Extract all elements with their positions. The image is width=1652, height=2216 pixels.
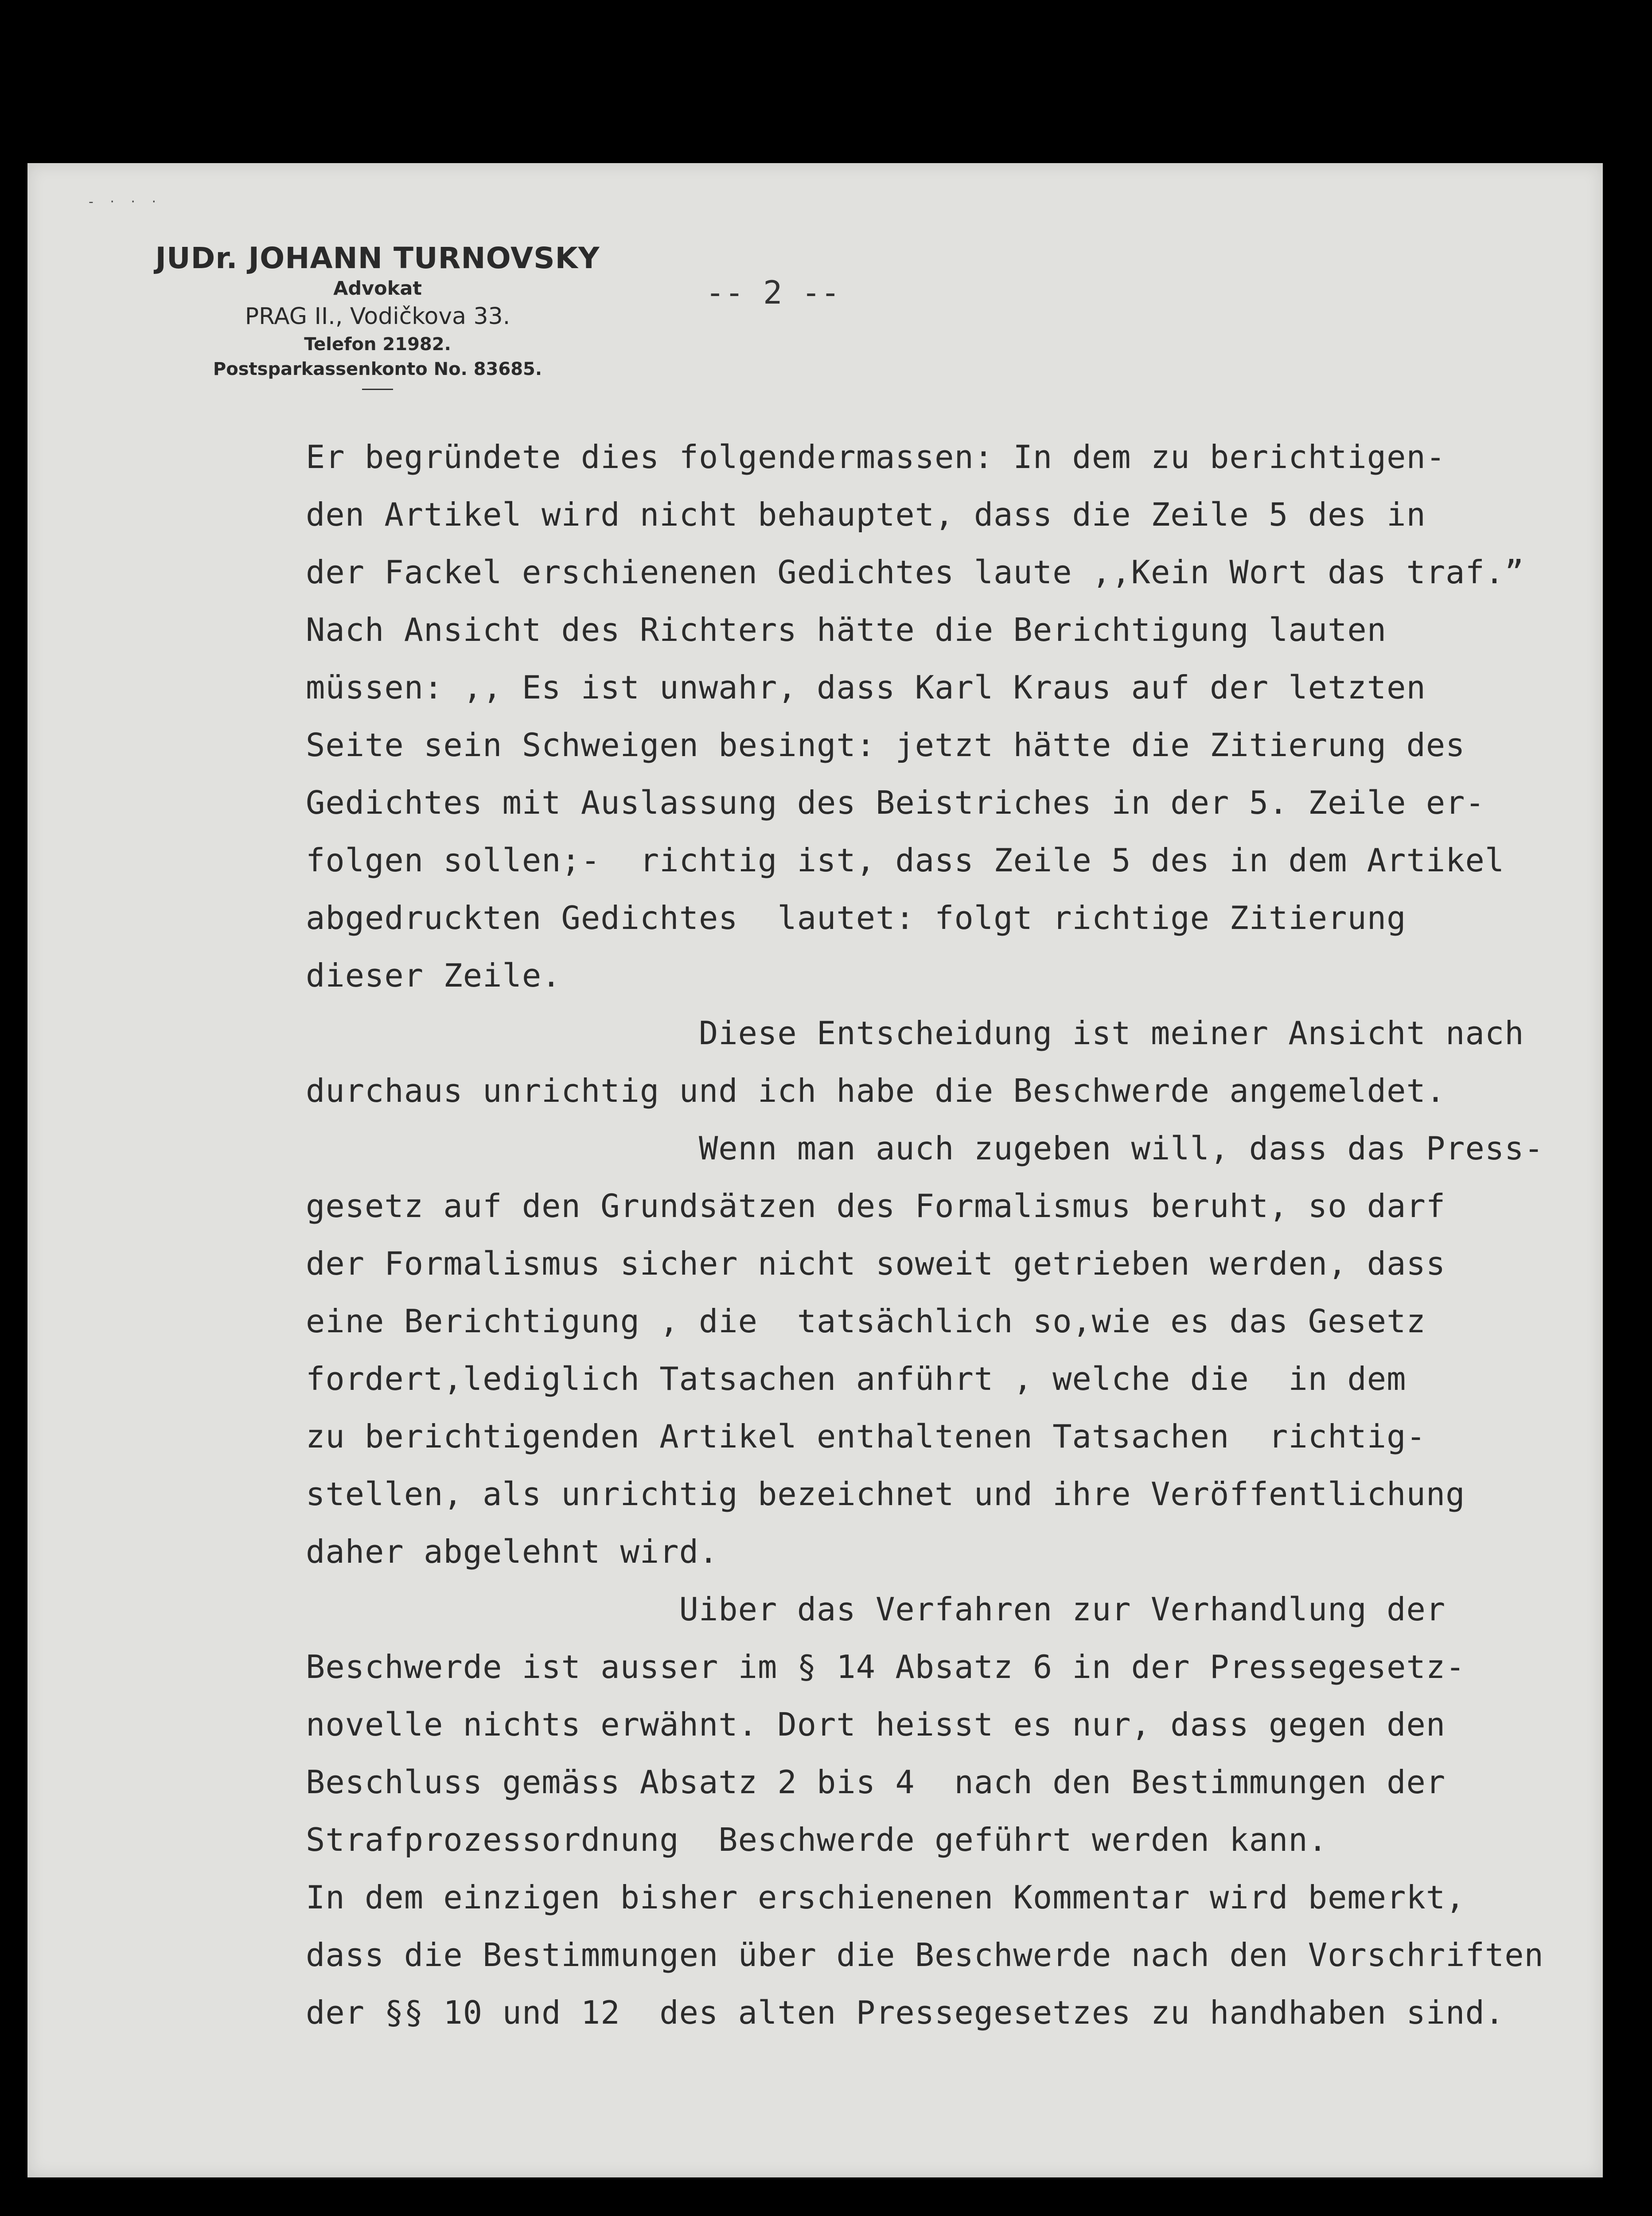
letterhead-account: Postsparkassenkonto No. 83685. <box>213 359 542 379</box>
text-line: dieser Zeile. <box>306 957 561 994</box>
text-line: stellen, als unrichtig bezeichnet und ihre Veröffentlichung <box>306 1475 1465 1513</box>
text-line: Gedichtes mit Auslassung des Beistriches in der 5. Zeile er- <box>306 784 1485 821</box>
text-line: gesetz auf den Grundsätzen des Formalismus beruht, so darf <box>306 1187 1446 1225</box>
letterhead <box>112 241 643 390</box>
letter-body <box>306 428 1582 2041</box>
text-line: Strafprozessordnung Beschwerde geführt werden kann. <box>306 1821 1328 1858</box>
text-line: abgedruckten Gedichtes lautet: folgt richtige Zitierung <box>306 899 1407 936</box>
text-line: müssen: ,, Es ist unwahr, dass Karl Kraus auf der letzten <box>306 669 1426 706</box>
text-line: der Fackel erschienenen Gedichtes laute ,,Kein Wort das traf.” <box>306 554 1524 591</box>
letterhead-name: JUDr. JOHANN TURNOVSKY <box>155 241 600 275</box>
text-line: fordert,lediglich Tatsachen anführt , welche die in dem <box>306 1360 1407 1397</box>
text-line: Seite sein Schweigen besingt: jetzt hätte die Zitierung des <box>306 726 1465 764</box>
text-line: den Artikel wird nicht behauptet, dass die Zeile 5 des in <box>306 496 1426 533</box>
text-line: Uiber das Verfahren zur Verhandlung der <box>306 1591 1446 1628</box>
text-line: Beschluss gemäss Absatz 2 bis 4 nach den Bestimmungen der <box>306 1763 1446 1801</box>
text-line: novelle nichts erwähnt. Dort heisst es nur, dass gegen den <box>306 1706 1446 1743</box>
text-line: Beschwerde ist ausser im § 14 Absatz 6 in der Pressegesetz- <box>306 1648 1465 1685</box>
text-line: Wenn man auch zugeben will, dass das Press- <box>306 1130 1544 1167</box>
letterhead-title: Advokat <box>333 277 422 300</box>
text-line: Diese Entscheidung ist meiner Ansicht nach <box>306 1014 1524 1052</box>
text-line: daher abgelehnt wird. <box>306 1533 719 1570</box>
letterhead-address: PRAG II., Vodičkova 33. <box>245 303 510 330</box>
document-page <box>27 163 1603 2177</box>
text-line: Nach Ansicht des Richters hätte die Berichtigung lauten <box>306 611 1387 648</box>
letterhead-phone: Telefon 21982. <box>304 334 451 355</box>
text-line: In dem einzigen bisher erschienenen Kommentar wird bemerkt, <box>306 1879 1465 1916</box>
page-number: -- 2 -- <box>705 274 840 311</box>
corner-mark: - · · · <box>89 194 163 210</box>
text-line: der Formalismus sicher nicht soweit getrieben werden, dass <box>306 1245 1446 1282</box>
text-line: durchaus unrichtig und ich habe die Beschwerde angemeldet. <box>306 1072 1446 1109</box>
text-line: zu berichtigenden Artikel enthaltenen Tatsachen richtig- <box>306 1418 1426 1455</box>
text-line: folgen sollen;- richtig ist, dass Zeile 5 des in dem Artikel <box>306 842 1505 879</box>
text-line: dass die Bestimmungen über die Beschwerde nach den Vorschriften <box>306 1936 1544 1974</box>
text-line: der §§ 10 und 12 des alten Pressegesetzes zu handhaben sind. <box>306 1994 1505 2031</box>
text-line: eine Berichtigung , die tatsächlich so,wie es das Gesetz <box>306 1303 1426 1340</box>
letterhead-divider <box>362 389 393 390</box>
text-line: Er begründete dies folgendermassen: In dem zu berichtigen- <box>306 438 1446 476</box>
